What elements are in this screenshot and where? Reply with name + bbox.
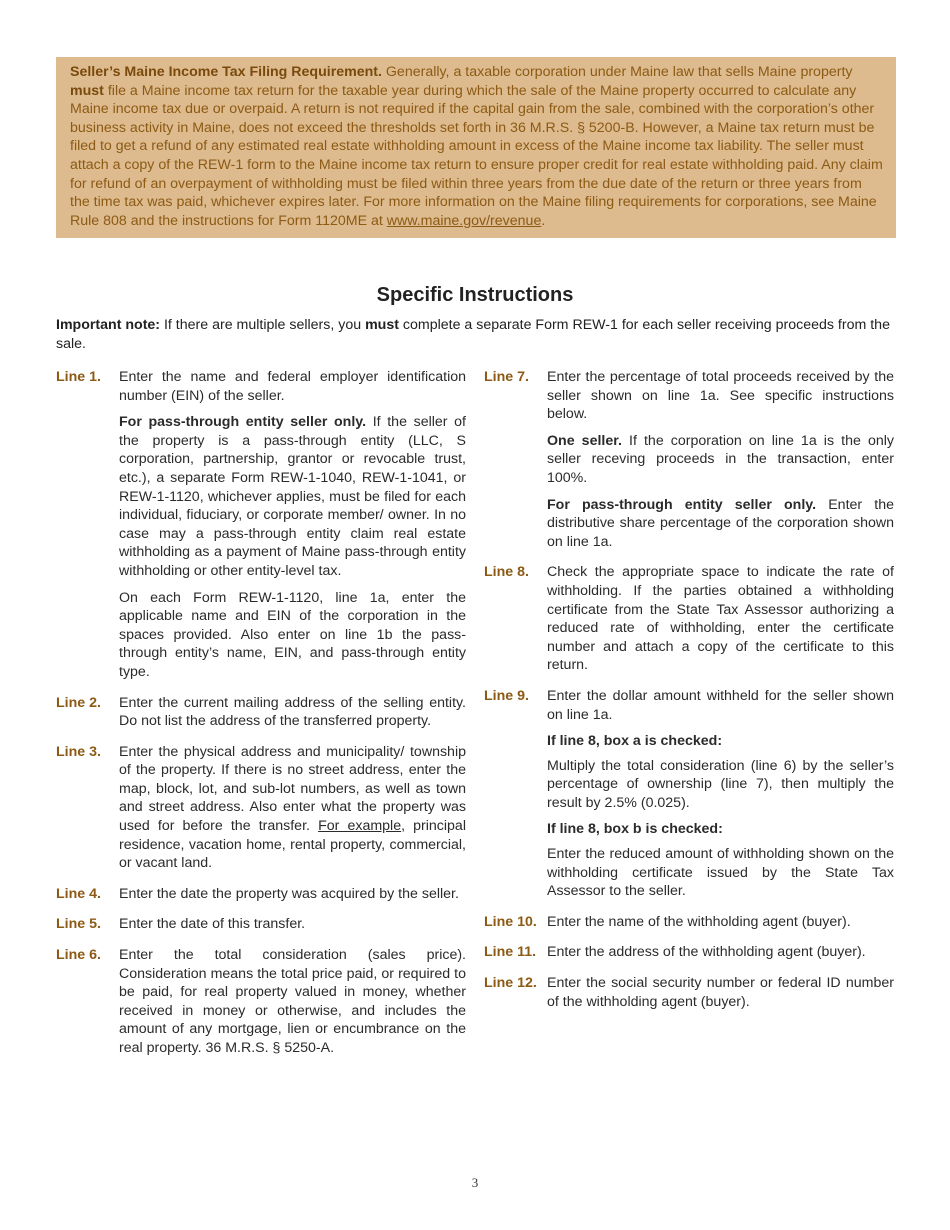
page-number: 3	[471, 1175, 479, 1190]
instruction-line-7: Line 7. Enter the percentage of total proceeds received by the seller shown on line 1a. See specific instructions below. One seller. If the corporation on line 1a is the only seller receving proceeds in the transaction, enter 100%. For pass-through entity seller only. Enter the distributive share percentage of the corporation shown on line 1a.	[484, 369, 894, 550]
filing-requirement-notice	[56, 57, 896, 238]
revenue-link[interactable]: www.maine.gov/revenue	[386, 212, 542, 229]
line-label: Line 6.	[56, 947, 101, 964]
line-label: Line 8.	[484, 564, 529, 581]
subheading: For pass-through entity seller only.	[547, 496, 817, 513]
line-label: Line 3.	[56, 743, 101, 760]
notice-text-2: file a Maine income tax return for the taxable year during which the sale of the Maine property occurred to calculate any Maine income tax due or overpaid. A return is not required if the capital gain from the sale, combined with the corporation’s other business activity in Maine, does not exceed the thresholds set forth in 36 M.R.S. § 5200-B. However, a Maine tax return must be filed to get a refund of any estimated real estate withholding amount in excess of the Maine income tax liability. The seller must attach a copy of the REW-1 form to the Maine income tax return to ensure proper credit for real estate withholding paid. Any claim for refund of an overpayment of withholding must be filed within three years from the due date of the return or three years from the time tax was paid, whichever expires later. For more information on the Maine filing requirements for corporations, see Maine Rule 808 and the instructions for Form 1120ME at	[70, 82, 883, 229]
line-label: Line 1.	[56, 369, 101, 385]
line-label: Line 9.	[484, 687, 529, 704]
instruction-line-9: Line 9. Enter the dollar amount withheld for the seller shown on line 1a. If line 8, box a is checked: Multiply the total consideration (line 6) by the seller’s percentage of ownership (line 7), then multiply the result by 2.5% (0.025). If line 8, box b is checked: Enter the reduced amount of withholding shown on the withholding certificate issued by the State Tax Assessor to the seller.	[484, 687, 894, 900]
line-label: Line 4.	[56, 885, 101, 902]
important-note: Important note: If there are multiple sellers, you must complete a separate Form REW-1 for each seller receiving proceeds from the sale.	[56, 317, 890, 352]
notice-must: must	[70, 82, 104, 99]
line-label: Line 10.	[484, 913, 537, 930]
instruction-line-8: Line 8. Check the appropriate space to indicate the rate of withholding. If the parties obtained a withholding certificate from the State Tax Assessor authorizing a reduced rate of withholding, enter the certificate number and attach a copy of the certificate to this return.	[484, 564, 894, 674]
instruction-line-4: Line 4. Enter the date the property was acquired by the seller.	[56, 885, 459, 902]
subheading: One seller.	[547, 432, 622, 449]
instruction-line-11: Line 11. Enter the address of the withholding agent (buyer).	[484, 944, 866, 961]
notice-text-3: .	[541, 212, 546, 229]
right-column	[484, 368, 894, 1023]
instruction-line-10: Line 10. Enter the name of the withholding agent (buyer).	[484, 913, 851, 930]
instruction-line-12: Line 12. Enter the social security number or federal ID number of the withholding agent (buyer).	[484, 975, 894, 1010]
instruction-line-5: Line 5. Enter the date of this transfer.	[56, 916, 306, 933]
subheading: If line 8, box b is checked:	[547, 821, 723, 838]
important-note-label: Important note:	[56, 317, 161, 333]
instruction-line-3: Line 3. Enter the physical address and municipality/ township of the property. If there is no street address, enter the map, block, lot, and sub-lot numbers, as well as town and street address. Also enter what the property was used for before the transfer. For example, principal residence, vacation home, rental property, commercial, or vacant land.	[56, 743, 466, 872]
subheading: If line 8, box a is checked:	[547, 733, 723, 750]
line-label: Line 5.	[56, 916, 101, 933]
instruction-line-2: Line 2. Enter the current mailing address of the selling entity. Do not list the address of the transferred property.	[56, 694, 466, 730]
page-title: Specific Instructions	[376, 284, 574, 306]
instruction-line-6: Line 6. Enter the total consideration (sales price). Consideration means the total price paid, or required to be paid, for real property valued in money, whether received in money or otherwise, and includes the amount of any mortgage, lien or encumbrance on the real property. 36 M.R.S. § 5250-A.	[56, 947, 466, 1056]
instruction-line-1: Line 1. Enter the name and federal employer identification number (EIN) of the seller. For pass-through entity seller only. If the seller of the property is a pass-through entity (LLC, S corporation, partnership, grantor or revocable trust, etc.), a separate Form REW-1-1040, REW-1-1041, or REW-1-1120, whichever applies, must be filed for each individual, fiduciary, or corporate member/ owner. In no case may a pass-through entity claim real estate withholding as a payment of Maine pass-through entity withholding or other entity-level tax. On each Form REW-1-1120, line 1a, enter the applicable name and EIN of the corporation in the spaces provided. Also enter on line 1b the pass-through entity’s name, EIN, and pass-through entity type.	[56, 369, 466, 680]
line-label: Line 11.	[484, 944, 537, 961]
notice-text-1: Generally, a taxable corporation under Maine law that sells Maine property	[381, 64, 853, 80]
line-label: Line 2.	[56, 694, 101, 711]
left-column	[56, 368, 466, 1070]
line-label: Line 7.	[484, 369, 529, 385]
subheading: For pass-through entity seller only.	[119, 414, 367, 431]
line-label: Line 12.	[484, 975, 537, 992]
notice-heading: Seller’s Maine Income Tax Filing Requirement.	[70, 64, 382, 80]
